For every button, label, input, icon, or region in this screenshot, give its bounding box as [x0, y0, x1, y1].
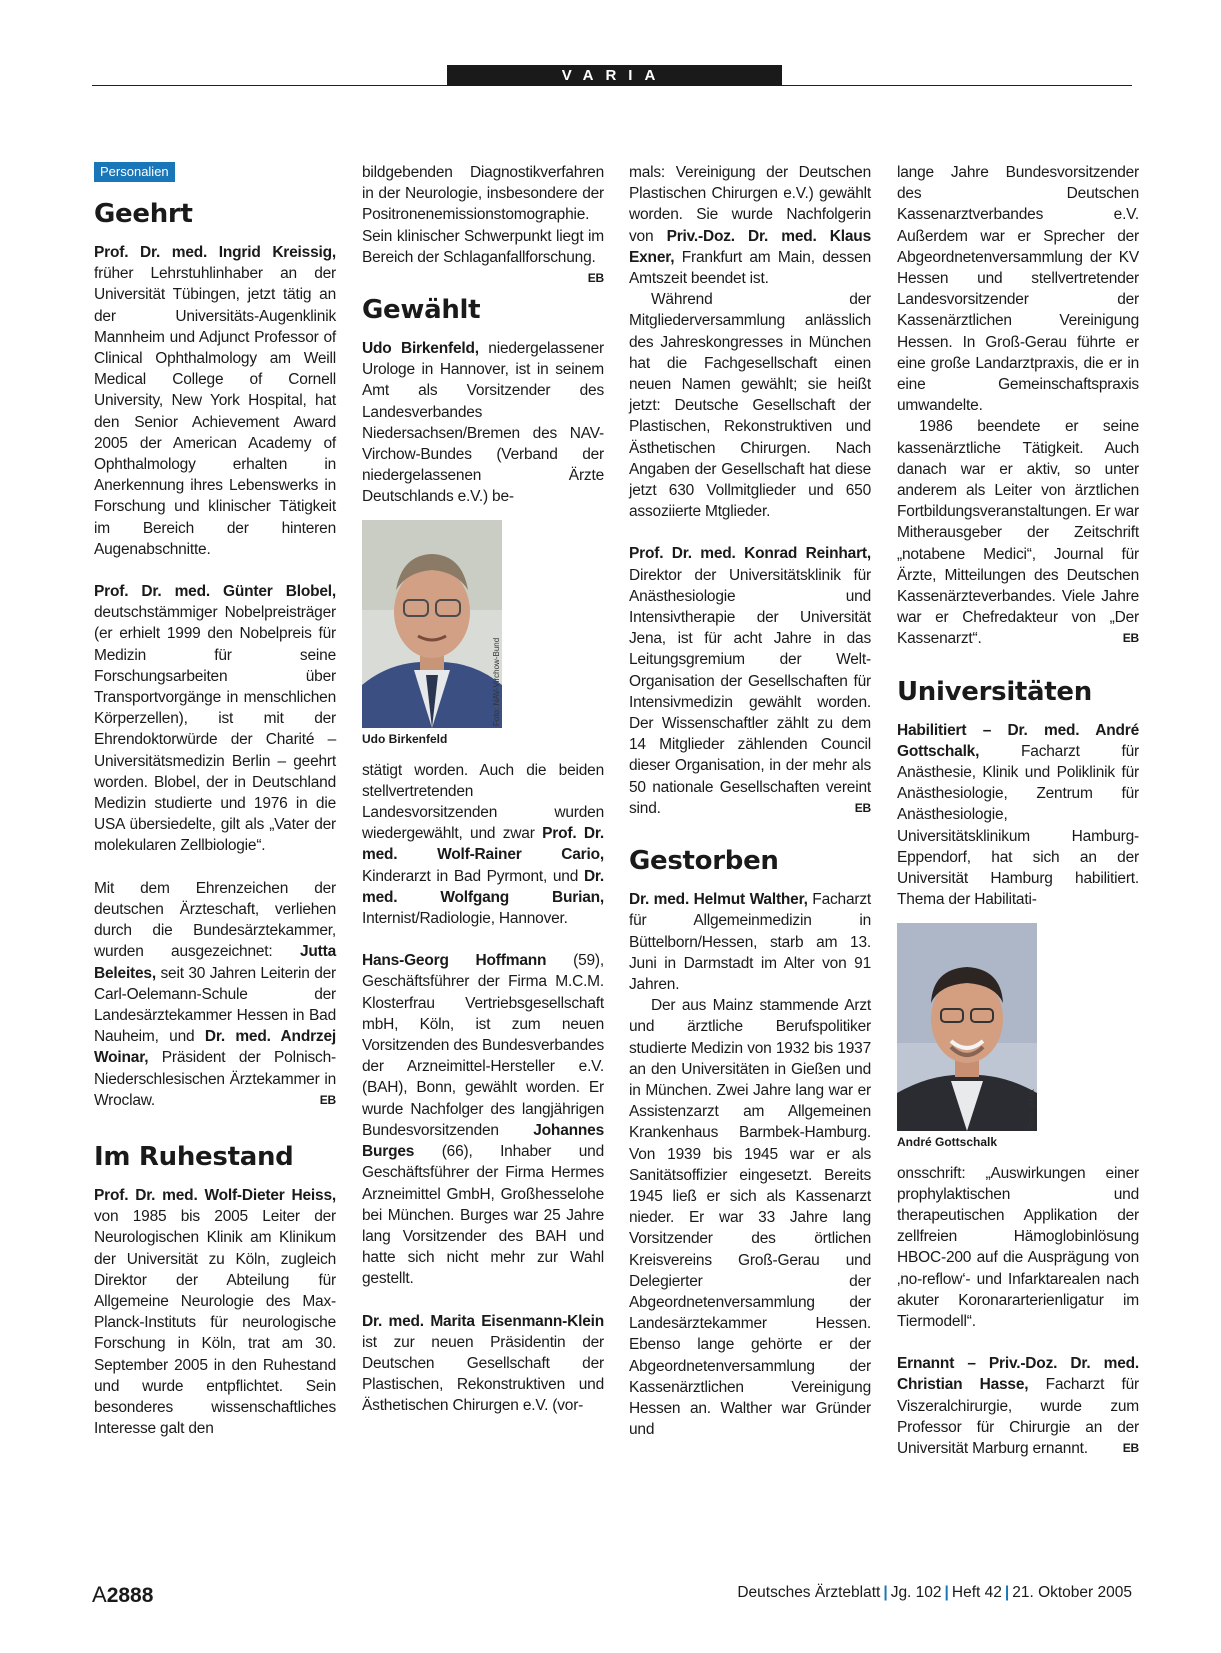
- article-blobel: [94, 581, 336, 857]
- article-text: ist zur neuen Präsidentin der Deutschen Gesellschaft der Plastischen, Rekonstruktiven und Ästhetischen Chirurgen e.V. (vor-: [362, 1333, 604, 1415]
- article-walther-career: [897, 416, 1139, 649]
- article-eisenmann-klein: [362, 1311, 604, 1417]
- article-eisenmann-klein-cont: [629, 162, 871, 289]
- article-walther-cont: lange Jahre Bundesvorsitzender des Deutschen Kassenarztverbandes e.V. Außerdem war er Sprecher der Abgeordnetenversammlung der KV Hessen und stellvertretender Landesvorsitzender der Kassenärztlichen Vereinigung Hessen. In Groß-Gerau führte er eine große Landarztpraxis, die er in eine Gemeinschaftspraxis umwandelte.: [897, 164, 1139, 415]
- person-name: Prof. Dr. med. Konrad Reinhart,: [629, 545, 871, 563]
- article-text: Facharzt für Anästhesie, Klinik und Poliklinik für Anästhesiologie, Zentrum für Anästhesiologie, Universitätsklinikum Hamburg-Eppendorf, hat sich an der Universität Hamburg habilitiert. Thema der Habilitati-: [897, 742, 1139, 909]
- article-text: Präsident der Polnisch-Niederschlesischen Ärztekammer in Wroclaw.: [94, 1049, 336, 1109]
- article-walther-bio: Der aus Mainz stammende Arzt und ärztliche Berufspolitiker studierte Medizin von 1932 bis 1937 an den Universitäten in Gießen und in München. Zwei Jahre lang war er Assistenzarzt am Allgemeinen Krankenhaus Barmbek-Hamburg. Von 1939 bis 1945 war er als Sanitätsoffizier eingesetzt. Bereits 1945 ließ er sich als Kassenarzt nieder. Er war 33 Jahre lang Vorsitzender des örtlichen Kreisvereins Groß-Gerau und Delegierter der Abgeordnetenversammlung der Landesärztekammer Hessen. Ebenso lange gehörte er der Abgeordnetenversammlung der Kassenärztlichen Vereinigung Hessen an. Walther war Gründer und: [629, 997, 871, 1439]
- separator: |: [944, 1584, 949, 1601]
- journal-name: Deutsches Ärzteblatt: [737, 1584, 881, 1601]
- page-number: [92, 1582, 153, 1608]
- person-name: Prof. Dr. med. Wolf-Dieter Heiss,: [94, 1186, 336, 1204]
- photo-credit: Foto: privat: [1027, 1088, 1036, 1129]
- article-text: seit 30 Jahren Leiterin der Carl-Oelemann-Schule der Landesärztekammer Hessen in Bad Nauheim, und: [94, 964, 336, 1046]
- article-ehrenzeichen: [94, 878, 336, 1111]
- article-heiss-cont: [362, 162, 604, 286]
- person-name: Dr. med. Marita Eisenmann-Klein: [362, 1312, 604, 1330]
- column-3: [629, 162, 871, 1440]
- article-text: (66), Inhaber und Geschäftsführer der Firma Hermes Arzneimittel GmbH, Großhesselohe bei München. Burges war 25 Jahre lang Vorsitzender des BAH und hatte sich nicht mehr zur Wahl gestellt.: [362, 1143, 604, 1288]
- article-text: Direktor der Universitätsklinik für Anästhesiologie und Intensivtherapie der Universität Jena, ist für acht Jahre in das Leitungsgremium der Welt-Organisation der Gesellschaften für Intensivmedizin gewählt worden. Der Wissenschaftler zählt zu dem 14 Mitglieder zählenden Council dieser Organisation, in der mehr als 50 nationale Gesellschaften vereint sind.: [629, 566, 871, 817]
- person-name: Dr. med. Wolfgang Burian,: [362, 867, 605, 906]
- article-text: niedergelassener Urologe in Hannover, ist in seinem Amt als Vorsitzender des Landesverbandes Niedersachsen/Bremen des NAV-Virchow-Bundes (Verband der niedergelassenen Ärzte Deutschlands e.V.) be-: [362, 340, 604, 506]
- separator: |: [883, 1584, 888, 1601]
- article-birkenfeld: [362, 338, 604, 508]
- section-header: VARIA: [447, 65, 782, 86]
- portrait-birkenfeld: [362, 520, 502, 728]
- heading-universitaeten: Universitäten: [897, 676, 1092, 707]
- article-text: von 1985 bis 2005 Leiter der Neurologischen Klinik am Klinikum der Universität zu Köln, zugleich Direktor der Abteilung für Allgemeine Neurologie des Max-Planck-Instituts für neurologische Forschung in Köln, trat am 30. September 2005 in den Ruhestand und wurde entpflichtet. Sein besonderes wissenschaftliches Interesse galt den: [94, 1208, 336, 1438]
- person-name: Prof. Dr. med. Wolf-Rainer Cario,: [362, 825, 604, 864]
- person-name: Dr. med. Andrzej Woinar,: [94, 1028, 336, 1067]
- article-birkenfeld-cont: [362, 760, 604, 930]
- page-prefix: A: [92, 1582, 107, 1607]
- heading-gewaehlt: Gewählt: [362, 295, 481, 326]
- page-footer: [92, 1582, 1132, 1606]
- photo-caption: Udo Birkenfeld: [362, 731, 448, 746]
- article-text: früher Lehrstuhlinhaber an der Universität Tübingen, jetzt tätig an der Universitäts-Augenklinik Mannheim und Adjunct Professor of Clinical Ophthalmology am Weill Medical College of Cornell University, New York Hospital, hat den Senior Achievement Award 2005 der American Academy of Ophthalmology erhalten in Anerkennung ihres Lebenswerks in Forschung und klinischer Tätigkeit im Bereich der hinteren Augenabschnitte.: [94, 265, 336, 558]
- article-text: Kinderarzt in Bad Pyrmont, und: [362, 867, 579, 885]
- person-name: Habilitiert – Dr. med. André Gottschalk,: [897, 721, 1139, 760]
- journal-info: [737, 1584, 1132, 1602]
- article-text: mals: Vereinigung der Deutschen Plastischen Chirurgen e.V.) gewählt worden. Sie wurde Nachfolgerin von: [629, 164, 871, 245]
- article-hoffmann: [362, 950, 604, 1289]
- person-name: Udo Birkenfeld,: [362, 340, 479, 358]
- portrait-gottschalk: [897, 923, 1037, 1131]
- article-text: Internist/Radiologie, Hannover.: [362, 910, 568, 928]
- heading-geehrt: Geehrt: [94, 199, 193, 229]
- article-text: Facharzt für Allgemeinmedizin in Büttelborn/Hessen, starb am 13. Juni in Darmstadt im Alter von 91 Jahren.: [629, 891, 871, 993]
- column-1: [94, 162, 336, 1439]
- journal-issue: Heft 42: [951, 1584, 1002, 1601]
- article-text: Facharzt für Viszeralchirurgie, wurde zum Professor für Chirurgie an der Universität Marburg ernannt.: [897, 1376, 1139, 1457]
- article-gottschalk-cont: onsschrift: „Auswirkungen einer prophylaktischen und therapeutischen Applikation der zellfreien Hämoglobinlösung HBOC-200 auf die Ausprägung von ‚no-reflow‘- und Infarktarealen nach akuter Koronararterienligatur im Tiermodell“.: [897, 1164, 1139, 1330]
- article-text: Frankfurt am Main, dessen Amtszeit beendet ist.: [629, 248, 871, 288]
- photo-gottschalk: [897, 923, 1037, 1131]
- author-tag: EB: [1122, 1440, 1139, 1455]
- journal-date: 21. Oktober 2005: [1012, 1584, 1132, 1601]
- article-text: deutschstämmiger Nobelpreisträger (er erhielt 1999 den Nobelpreis für Medizin für seine Forschungsarbeiten über Transportvorgänge in menschlichen Körperzellen), ist mit der Ehrendoktorwürde der Charité – Universitätsmedizin Berlin – geehrt worden. Blobel, der in Deutschland Medizin studierte und 1976 in die USA übersiedelte, gilt als „Vater der molekularen Zellbiologie“.: [94, 604, 336, 855]
- article-gottschalk: [897, 720, 1139, 911]
- column-2: [362, 162, 604, 1417]
- person-name: Hans-Georg Hoffmann: [362, 952, 547, 970]
- article-hasse: [897, 1353, 1139, 1459]
- article-text: Mit dem Ehrenzeichen der deutschen Ärzteschaft, verliehen durch die Bundesärztekammer, wurden ausgezeichnet:: [94, 879, 336, 961]
- heading-gestorben: Gestorben: [629, 846, 779, 877]
- article-kreissig: [94, 242, 336, 560]
- article-text: bildgebenden Diagnostikverfahren in der Neurologie, insbesondere der Positronenemissionstomographie. Sein klinischer Schwerpunkt liegt im Bereich der Schlaganfallforschung.: [362, 164, 604, 266]
- category-badge: Personalien: [94, 162, 175, 182]
- photo-caption: André Gottschalk: [897, 1134, 998, 1149]
- photo-birkenfeld: [362, 520, 502, 728]
- article-walther: [629, 889, 871, 995]
- heading-ruhestand: Im Ruhestand: [94, 1141, 294, 1172]
- person-name: Jutta Beleites,: [94, 943, 336, 982]
- article-heiss: [94, 1185, 336, 1439]
- article-mitgliederversammlung: Während der Mitgliederversammlung anlässlich des Jahreskongresses in München hat die Fachgesellschaft einen neuen Namen gewählt; sie heißt jetzt: Deutsche Gesellschaft der Plastischen, Rekonstruktiven und Ästhetischen Chirurgen. Nach Angaben der Gesellschaft hat diese jetzt 630 Vollmitglieder und 650 assoziierte Mtglieder.: [629, 291, 871, 521]
- journal-volume: Jg. 102: [890, 1584, 942, 1601]
- author-tag: EB: [587, 271, 604, 286]
- article-reinhart: [629, 543, 871, 819]
- person-name: Dr. med. Helmut Walther,: [629, 891, 808, 909]
- author-tag: EB: [854, 800, 871, 815]
- photo-credit: Foto: NAV-Virchow-Bund: [492, 637, 501, 726]
- page-number-value: 2888: [106, 1584, 154, 1607]
- author-tag: EB: [319, 1092, 336, 1107]
- author-tag: EB: [1122, 631, 1139, 646]
- person-name: Ernannt – Priv.-Doz. Dr. med. Christian Hasse,: [897, 1355, 1139, 1394]
- person-name: Johannes Burges: [362, 1121, 604, 1161]
- article-text: 1986 beendete er seine kassenärztliche Tätigkeit. Auch danach war er aktiv, so unter anderem als Leiter von ärztlichen Fortbildungsveranstaltungen. Er war Mitherausgeber der Zeitschrift „notabene Medici“, Journal für Ärzte, Mitteilungen des Deutschen Kassenärzteverbandes. Viele Jahre war er Chefredakteur von „Der Kassenarzt“.: [897, 418, 1139, 648]
- column-4: [897, 162, 1139, 1459]
- person-name: Priv.-Doz. Dr. med. Klaus Exner,: [629, 227, 871, 266]
- separator: |: [1004, 1584, 1010, 1601]
- person-name: Prof. Dr. med. Günter Blobel,: [94, 583, 336, 601]
- person-name: Prof. Dr. med. Ingrid Kreissig,: [94, 244, 336, 261]
- article-text: (59), Geschäftsführer der Firma M.C.M. Klosterfrau Vertriebsgesellschaft mbH, Köln, ist zum neuen Vorsitzenden des Bundesverbandes der Arzneimittel-Hersteller e.V. (BAH), Bonn, gewählt worden. Er wurde Nachfolger des langjährigen Bundesvorsitzenden: [362, 952, 604, 1139]
- article-text: stätigt worden. Auch die beiden stellvertretenden Landesvorsitzenden wurden wiedergewählt, und zwar: [362, 761, 604, 843]
